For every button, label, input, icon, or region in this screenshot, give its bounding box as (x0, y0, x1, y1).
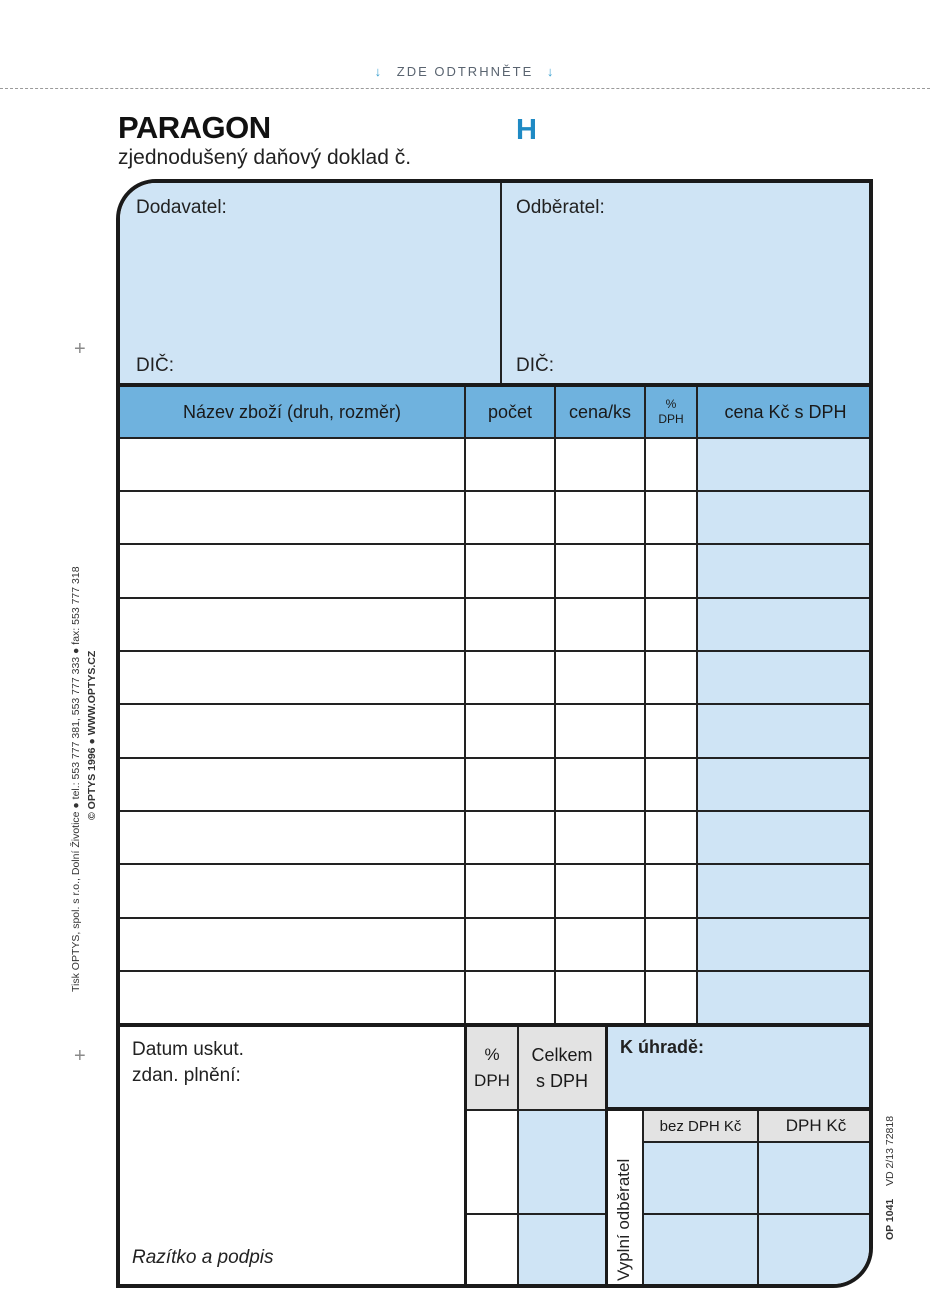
customer-fills-label: Vyplní odběratel (614, 1158, 633, 1281)
col-header-vat-percent-line2: DPH (658, 412, 684, 426)
bottom-vat-percent-header (467, 1027, 517, 1109)
customer-field[interactable] (502, 183, 873, 383)
tear-off-dashed-line (0, 88, 930, 89)
row-line (120, 650, 873, 652)
bottom-vat-percent-line1: % (484, 1045, 500, 1064)
col-header-price-with-vat: cena Kč s DPH (724, 401, 847, 422)
row-line (120, 490, 873, 492)
price-with-vat-column (698, 437, 873, 1023)
receipt-form (116, 179, 873, 1288)
row-line (644, 1213, 873, 1215)
row-line (120, 970, 873, 972)
form-version: VD 2/13 72818 (884, 1115, 896, 1186)
column-line (464, 387, 466, 1023)
bottom-total-header (519, 1027, 605, 1109)
to-pay-label: K úhradě: (620, 1037, 705, 1057)
row-line (120, 810, 873, 812)
date-label-line2: zdan. plnění: (132, 1065, 241, 1086)
signature-label: Razítko a podpis (132, 1247, 274, 1268)
tear-off-label (0, 64, 930, 79)
form-letter: H (516, 114, 537, 146)
printer-info-line2: © OPTYS 1996 ● WWW.OPTYS.CZ (86, 650, 98, 820)
net-amount-header: bez DPH Kč (644, 1111, 757, 1141)
column-line (696, 387, 698, 1023)
row-line (467, 1109, 605, 1111)
customer-label: Odběratel: (516, 197, 605, 218)
row-line (120, 757, 873, 759)
vat-amount-header: DPH Kč (759, 1111, 873, 1141)
column-line (644, 387, 646, 1023)
bottom-total-line2: s DPH (535, 1071, 588, 1091)
column-line (554, 387, 556, 1023)
col-header-vat-percent-line1: % (665, 397, 677, 411)
date-label-line1: Datum uskut. (132, 1039, 244, 1060)
supplier-field[interactable] (120, 183, 500, 383)
to-pay-field[interactable] (608, 1027, 873, 1107)
supplier-label: Dodavatel: (136, 197, 227, 218)
col-header-item-name: Název zboží (druh, rozměr) (182, 401, 402, 422)
document-subtitle: zjednodušený daňový doklad č. (118, 146, 412, 169)
col-header-vat-percent (646, 387, 696, 437)
col-header-quantity: počet (487, 401, 533, 422)
row-line (120, 543, 873, 545)
col-header-unit-price: cena/ks (568, 401, 632, 422)
customer-tax-id-label: DIČ: (516, 355, 554, 376)
document-title: PARAGON (118, 110, 271, 145)
customer-fills-cell (608, 1111, 642, 1288)
registration-mark-icon: + (74, 1045, 86, 1067)
row-line (467, 1213, 605, 1215)
date-signature-field[interactable] (120, 1027, 464, 1288)
total-with-vat-field[interactable] (519, 1111, 605, 1288)
tear-off-text: ZDE ODTRHNĚTE (396, 64, 534, 79)
date-label (132, 1037, 244, 1089)
supplier-tax-id-label: DIČ: (136, 355, 174, 376)
row-line (120, 703, 873, 705)
bottom-total-line1: Celkem (531, 1045, 593, 1065)
row-line (120, 863, 873, 865)
arrow-down-icon: ↓ (546, 64, 556, 79)
registration-mark-icon: + (74, 338, 86, 360)
bottom-vat-percent-line2: DPH (474, 1071, 510, 1090)
row-line (120, 597, 873, 599)
net-amount-field[interactable] (644, 1143, 757, 1288)
arrow-down-icon: ↓ (374, 64, 384, 79)
printer-info-line1: Tisk OPTYS, spol. s r.o., Dolní Životice ● tel.: 553 777 381, 553 777 333 ● fax: 553 777 318 (70, 566, 82, 992)
row-line (120, 437, 873, 439)
form-code: OP 1041 (884, 1198, 896, 1240)
row-line (120, 917, 873, 919)
vat-amount-field[interactable] (759, 1143, 873, 1288)
